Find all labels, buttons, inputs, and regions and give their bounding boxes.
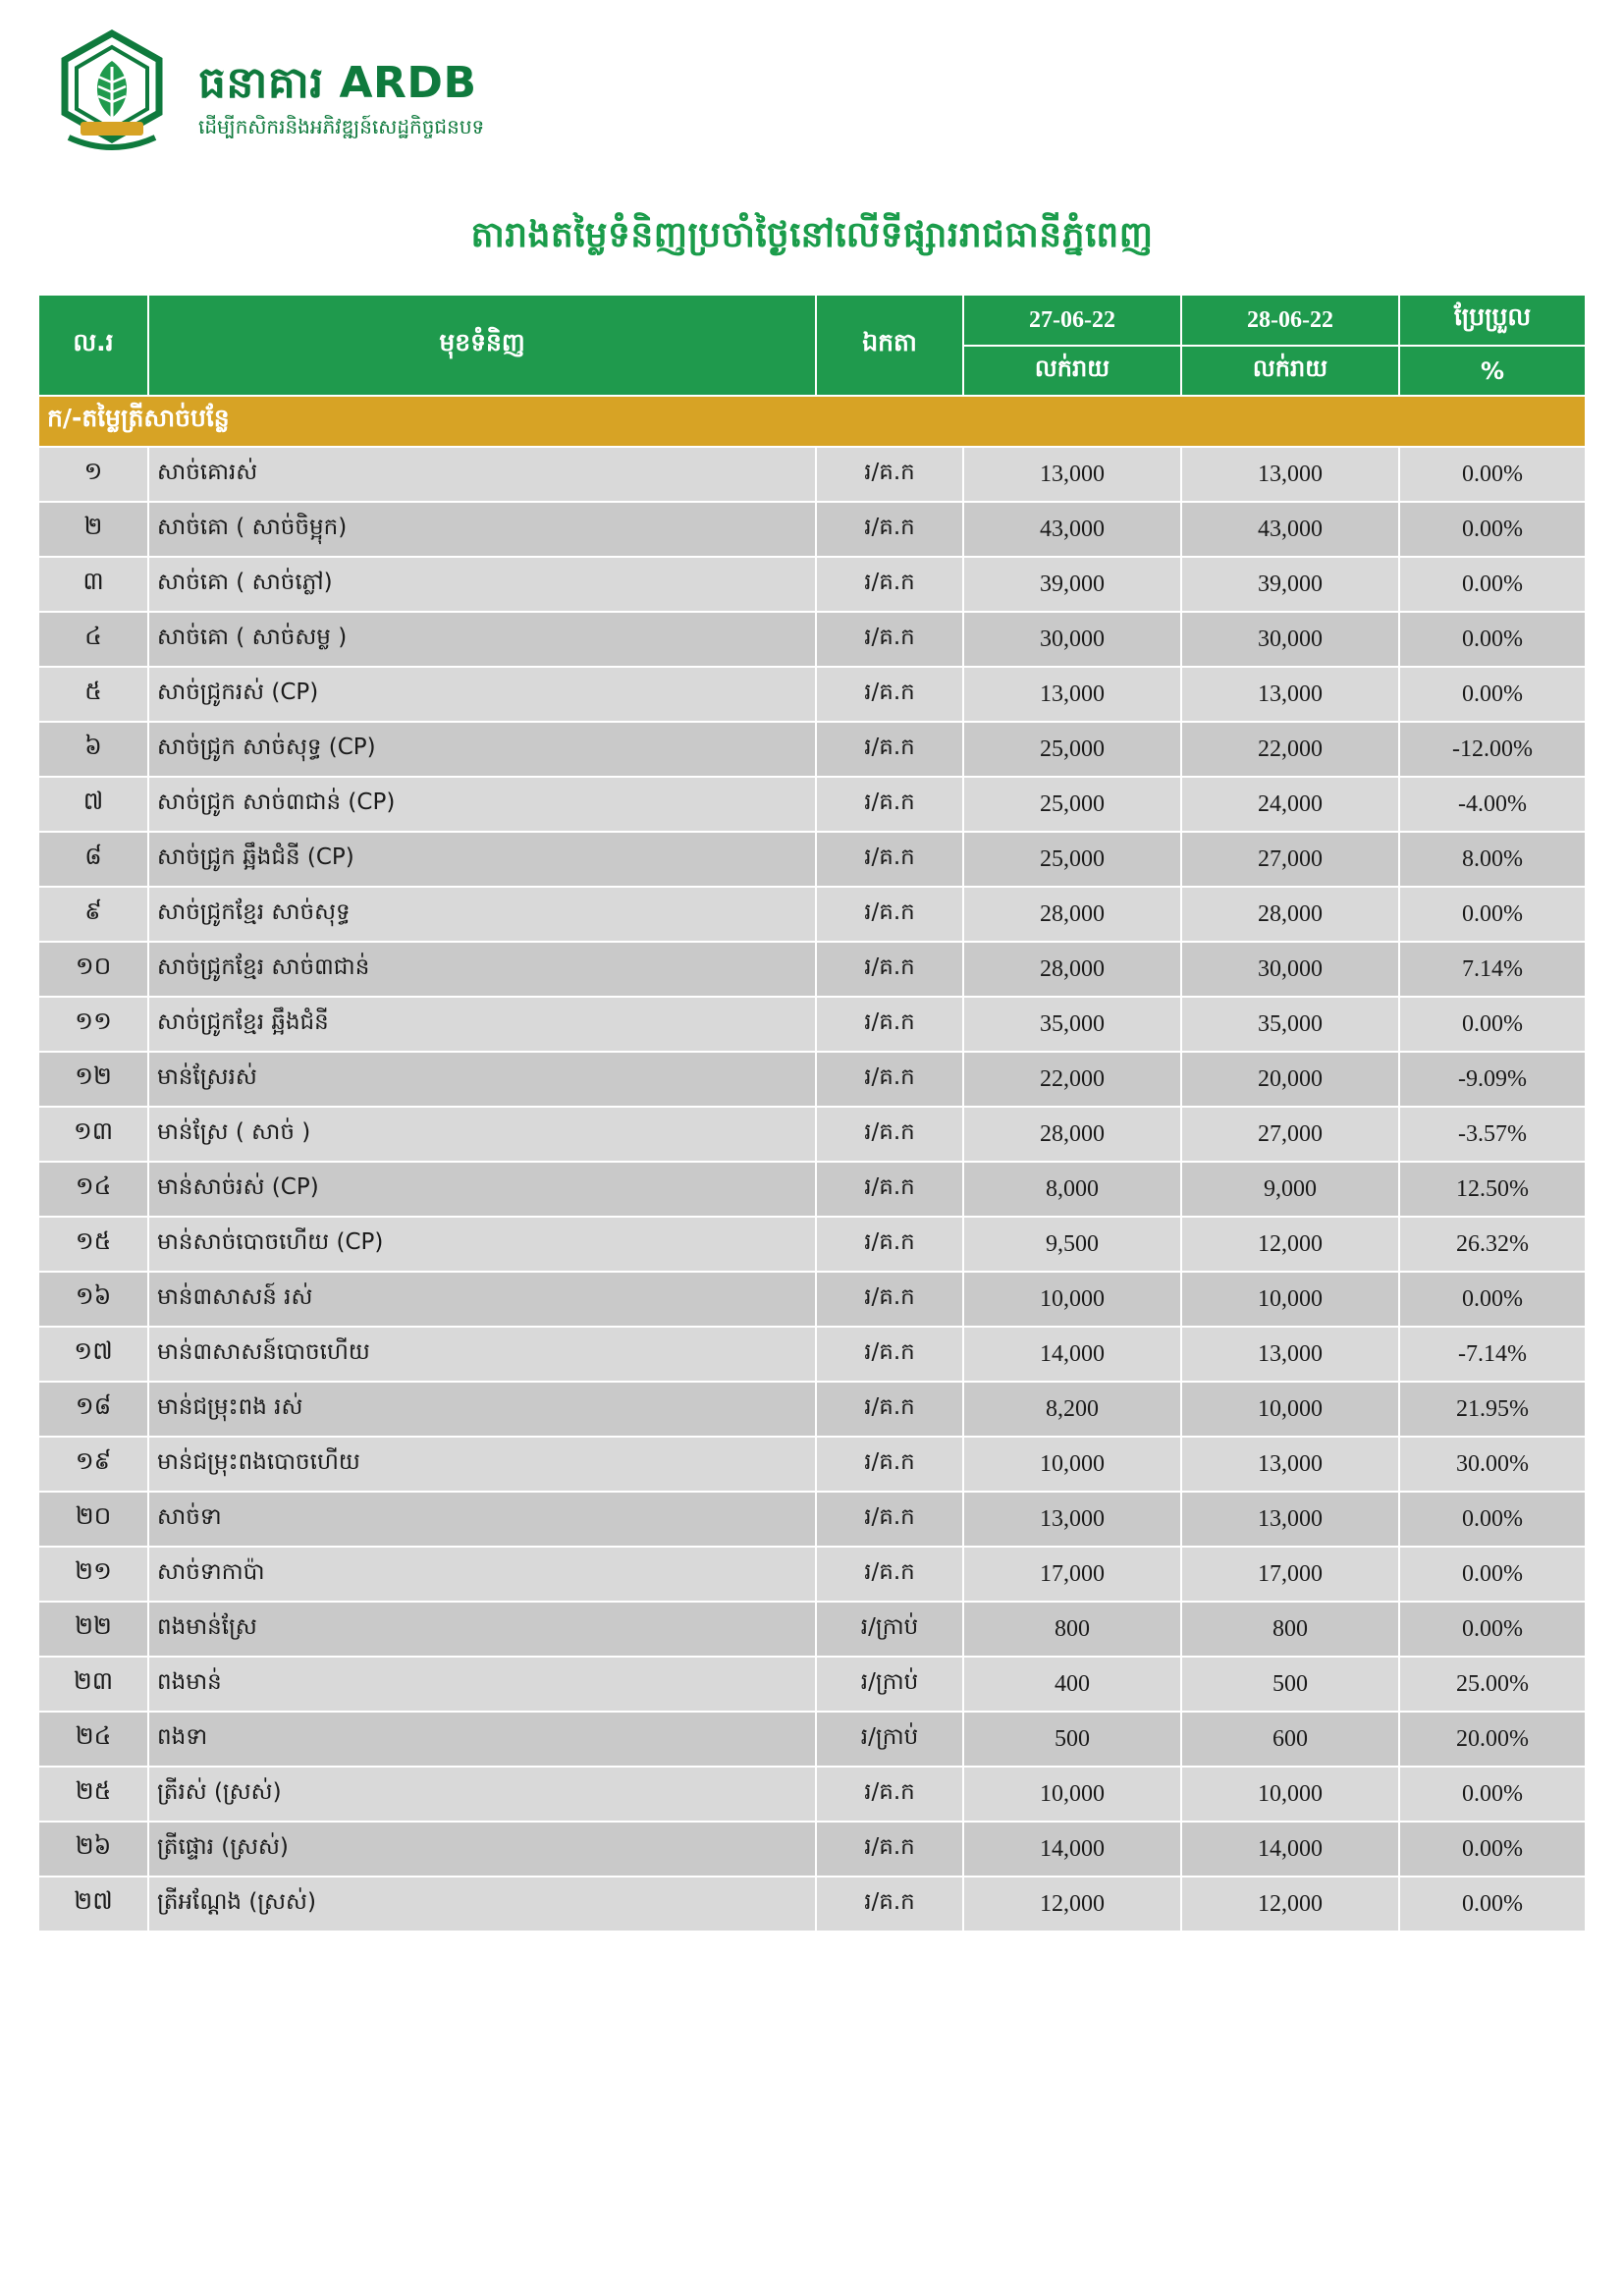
- row-price-date2: 13,000: [1181, 1437, 1399, 1492]
- row-price-date2: 39,000: [1181, 557, 1399, 612]
- row-unit: រ/គ.ក: [816, 832, 963, 887]
- table-header: [38, 295, 1586, 396]
- row-item-name: សាច់គោ ( សាច់ចិម្អុក): [148, 502, 816, 557]
- col-header-item: មុខទំនិញ: [148, 295, 816, 396]
- row-change-percent: 0.00%: [1399, 1767, 1586, 1822]
- row-price-date1: 10,000: [963, 1437, 1181, 1492]
- row-item-name: ត្រីអណ្តែង (ស្រស់): [148, 1877, 816, 1932]
- row-price-date1: 25,000: [963, 722, 1181, 777]
- row-item-name: ត្រីផ្ទោរ (ស្រស់): [148, 1822, 816, 1877]
- col-header-change: ប្រែប្រួល: [1399, 295, 1586, 346]
- row-unit: រ/គ.ក: [816, 777, 963, 832]
- bank-name: ធនាគារ ARDB: [198, 57, 477, 108]
- row-price-date2: 22,000: [1181, 722, 1399, 777]
- row-item-name: សាច់ជ្រូកខ្មែរ ឆ្អឹងជំនី: [148, 997, 816, 1052]
- row-price-date1: 8,200: [963, 1382, 1181, 1437]
- row-change-percent: -4.00%: [1399, 777, 1586, 832]
- row-price-date1: 400: [963, 1657, 1181, 1712]
- row-change-percent: 0.00%: [1399, 887, 1586, 942]
- row-price-date1: 10,000: [963, 1272, 1181, 1327]
- row-price-date2: 13,000: [1181, 667, 1399, 722]
- table-row: [38, 1822, 1586, 1877]
- row-item-name: មាន់ជម្រុះពង រស់: [148, 1382, 816, 1437]
- row-item-name: ពងមាន់ស្រែ: [148, 1602, 816, 1657]
- row-item-name: មាន់ស្រែរស់: [148, 1052, 816, 1107]
- row-unit: រ/គ.ក: [816, 1492, 963, 1547]
- section-header-label: ក/-តម្លៃត្រីសាច់បន្លែ: [38, 396, 1586, 447]
- row-change-percent: 25.00%: [1399, 1657, 1586, 1712]
- row-item-name: សាច់ជ្រូកខ្មែរ សាច់៣ជាន់: [148, 942, 816, 997]
- row-change-percent: -9.09%: [1399, 1052, 1586, 1107]
- row-number: ៤: [38, 612, 148, 667]
- row-price-date2: 12,000: [1181, 1877, 1399, 1932]
- row-price-date1: 25,000: [963, 777, 1181, 832]
- row-item-name: សាច់គោរស់: [148, 447, 816, 502]
- row-number: ១២: [38, 1052, 148, 1107]
- table-row: [38, 887, 1586, 942]
- row-price-date2: 500: [1181, 1657, 1399, 1712]
- row-unit: រ/គ.ក: [816, 1162, 963, 1217]
- row-price-date1: 500: [963, 1712, 1181, 1767]
- row-change-percent: 8.00%: [1399, 832, 1586, 887]
- row-change-percent: -3.57%: [1399, 1107, 1586, 1162]
- table-row: [38, 1602, 1586, 1657]
- row-change-percent: 0.00%: [1399, 667, 1586, 722]
- row-change-percent: 0.00%: [1399, 447, 1586, 502]
- row-price-date1: 14,000: [963, 1822, 1181, 1877]
- row-item-name: សាច់គោ ( សាច់សម្ល ): [148, 612, 816, 667]
- row-change-percent: 0.00%: [1399, 997, 1586, 1052]
- row-price-date1: 43,000: [963, 502, 1181, 557]
- col-header-date2: 28-06-22: [1181, 295, 1399, 346]
- row-unit: រ/គ.ក: [816, 1052, 963, 1107]
- table-row: [38, 1272, 1586, 1327]
- row-price-date2: 13,000: [1181, 1327, 1399, 1382]
- row-price-date1: 13,000: [963, 667, 1181, 722]
- table-row: [38, 557, 1586, 612]
- document-header: [0, 0, 1624, 165]
- row-item-name: សាច់ជ្រូកខ្មែរ សាច់សុទ្ធ: [148, 887, 816, 942]
- table-row: [38, 447, 1586, 502]
- bank-branding: [198, 54, 484, 138]
- row-unit: រ/ក្រាប់: [816, 1602, 963, 1657]
- row-unit: រ/គ.ក: [816, 1547, 963, 1602]
- row-unit: រ/គ.ក: [816, 1767, 963, 1822]
- table-row: [38, 1657, 1586, 1712]
- row-item-name: មាន់៣សាសន៍ រស់: [148, 1272, 816, 1327]
- row-price-date2: 10,000: [1181, 1767, 1399, 1822]
- row-unit: រ/គ.ក: [816, 997, 963, 1052]
- row-number: ៣: [38, 557, 148, 612]
- row-number: ១១: [38, 997, 148, 1052]
- row-number: ៨: [38, 832, 148, 887]
- row-number: ២១: [38, 1547, 148, 1602]
- table-row: [38, 1712, 1586, 1767]
- row-price-date1: 28,000: [963, 1107, 1181, 1162]
- row-price-date2: 43,000: [1181, 502, 1399, 557]
- table-row: [38, 1382, 1586, 1437]
- row-number: ២: [38, 502, 148, 557]
- bank-slogan: ដើម្បីកសិករនិងអភិវឌ្ឍន៍សេដ្ឋកិច្ចជនបទ: [198, 115, 485, 139]
- col-header-unit: ឯកតា: [816, 295, 963, 396]
- row-unit: រ/គ.ក: [816, 942, 963, 997]
- table-row: [38, 777, 1586, 832]
- row-number: ១៣: [38, 1107, 148, 1162]
- table-row: [38, 1492, 1586, 1547]
- row-price-date2: 10,000: [1181, 1272, 1399, 1327]
- row-item-name: សាច់ជ្រូករស់ (CP): [148, 667, 816, 722]
- row-unit: រ/គ.ក: [816, 667, 963, 722]
- table-row: [38, 612, 1586, 667]
- row-item-name: មាន់៣សាសន៍បោចហើយ: [148, 1327, 816, 1382]
- table-row: [38, 1107, 1586, 1162]
- row-item-name: សាច់ជ្រូក ឆ្អឹងជំនី (CP): [148, 832, 816, 887]
- row-item-name: មាន់សាច់រស់ (CP): [148, 1162, 816, 1217]
- row-change-percent: 0.00%: [1399, 1822, 1586, 1877]
- row-change-percent: 0.00%: [1399, 557, 1586, 612]
- row-unit: រ/គ.ក: [816, 1437, 963, 1492]
- row-unit: រ/គ.ក: [816, 502, 963, 557]
- row-unit: រ/គ.ក: [816, 1217, 963, 1272]
- row-price-date1: 9,500: [963, 1217, 1181, 1272]
- table-row: [38, 1767, 1586, 1822]
- row-change-percent: 12.50%: [1399, 1162, 1586, 1217]
- row-unit: រ/គ.ក: [816, 1272, 963, 1327]
- price-table: [37, 294, 1587, 1932]
- table-row: [38, 832, 1586, 887]
- price-table-container: [0, 294, 1624, 1972]
- table-row: [38, 722, 1586, 777]
- row-unit: រ/គ.ក: [816, 1107, 963, 1162]
- table-row: [38, 942, 1586, 997]
- row-price-date2: 30,000: [1181, 612, 1399, 667]
- row-change-percent: 0.00%: [1399, 1272, 1586, 1327]
- row-item-name: សាច់ទាកាប៉ា: [148, 1547, 816, 1602]
- row-change-percent: 30.00%: [1399, 1437, 1586, 1492]
- row-number: ១៩: [38, 1437, 148, 1492]
- row-price-date1: 800: [963, 1602, 1181, 1657]
- row-item-name: សាច់ទា: [148, 1492, 816, 1547]
- row-number: ៩: [38, 887, 148, 942]
- row-number: ១០: [38, 942, 148, 997]
- table-row: [38, 667, 1586, 722]
- row-price-date2: 9,000: [1181, 1162, 1399, 1217]
- row-number: ១: [38, 447, 148, 502]
- row-unit: រ/គ.ក: [816, 557, 963, 612]
- row-item-name: មាន់ស្រែ ( សាច់ ): [148, 1107, 816, 1162]
- row-price-date2: 13,000: [1181, 447, 1399, 502]
- table-row: [38, 997, 1586, 1052]
- ardb-leaf-logo-icon: [43, 27, 181, 165]
- row-price-date2: 17,000: [1181, 1547, 1399, 1602]
- row-number: ២៤: [38, 1712, 148, 1767]
- col-header-date1: 27-06-22: [963, 295, 1181, 346]
- section-header-row: [38, 396, 1586, 447]
- table-row: [38, 1162, 1586, 1217]
- row-price-date2: 14,000: [1181, 1822, 1399, 1877]
- row-number: ២០: [38, 1492, 148, 1547]
- row-price-date1: 14,000: [963, 1327, 1181, 1382]
- row-price-date1: 12,000: [963, 1877, 1181, 1932]
- row-change-percent: 0.00%: [1399, 502, 1586, 557]
- row-price-date2: 800: [1181, 1602, 1399, 1657]
- row-price-date1: 22,000: [963, 1052, 1181, 1107]
- table-row: [38, 1547, 1586, 1602]
- row-number: ១៧: [38, 1327, 148, 1382]
- row-unit: រ/គ.ក: [816, 722, 963, 777]
- row-price-date1: 13,000: [963, 447, 1181, 502]
- row-unit: រ/គ.ក: [816, 1327, 963, 1382]
- row-price-date1: 8,000: [963, 1162, 1181, 1217]
- row-number: ៧: [38, 777, 148, 832]
- row-unit: រ/ក្រាប់: [816, 1712, 963, 1767]
- row-change-percent: 0.00%: [1399, 1492, 1586, 1547]
- row-price-date2: 27,000: [1181, 832, 1399, 887]
- row-price-date2: 30,000: [1181, 942, 1399, 997]
- row-price-date2: 10,000: [1181, 1382, 1399, 1437]
- row-item-name: មាន់ជម្រុះពងបោចហើយ: [148, 1437, 816, 1492]
- row-number: ២៦: [38, 1822, 148, 1877]
- row-item-name: ត្រីរស់ (ស្រស់): [148, 1767, 816, 1822]
- row-number: ២២: [38, 1602, 148, 1657]
- row-number: ១៦: [38, 1272, 148, 1327]
- row-number: ១៤: [38, 1162, 148, 1217]
- row-price-date2: 28,000: [1181, 887, 1399, 942]
- row-unit: រ/គ.ក: [816, 887, 963, 942]
- row-change-percent: 0.00%: [1399, 612, 1586, 667]
- row-number: ២៥: [38, 1767, 148, 1822]
- row-price-date2: 24,000: [1181, 777, 1399, 832]
- row-unit: រ/ក្រាប់: [816, 1657, 963, 1712]
- row-change-percent: 0.00%: [1399, 1602, 1586, 1657]
- row-price-date2: 27,000: [1181, 1107, 1399, 1162]
- row-price-date1: 28,000: [963, 942, 1181, 997]
- row-price-date2: 35,000: [1181, 997, 1399, 1052]
- col-subheader-retail1: លក់រាយ: [963, 346, 1181, 396]
- row-unit: រ/គ.ក: [816, 1382, 963, 1437]
- table-row: [38, 502, 1586, 557]
- row-change-percent: 0.00%: [1399, 1877, 1586, 1932]
- row-price-date1: 25,000: [963, 832, 1181, 887]
- row-change-percent: 20.00%: [1399, 1712, 1586, 1767]
- row-change-percent: 7.14%: [1399, 942, 1586, 997]
- row-change-percent: 26.32%: [1399, 1217, 1586, 1272]
- row-item-name: សាច់ជ្រូក សាច់៣ជាន់ (CP): [148, 777, 816, 832]
- row-change-percent: 21.95%: [1399, 1382, 1586, 1437]
- row-unit: រ/គ.ក: [816, 1877, 963, 1932]
- row-unit: រ/គ.ក: [816, 447, 963, 502]
- row-price-date2: 12,000: [1181, 1217, 1399, 1272]
- col-subheader-percent: %: [1399, 346, 1586, 396]
- table-row: [38, 1217, 1586, 1272]
- row-number: ៦: [38, 722, 148, 777]
- row-number: ៥: [38, 667, 148, 722]
- table-row: [38, 1052, 1586, 1107]
- row-price-date1: 30,000: [963, 612, 1181, 667]
- col-subheader-retail2: លក់រាយ: [1181, 346, 1399, 396]
- row-number: ១៥: [38, 1217, 148, 1272]
- row-item-name: សាច់គោ ( សាច់ភ្លៅ): [148, 557, 816, 612]
- row-number: ២៣: [38, 1657, 148, 1712]
- row-price-date2: 13,000: [1181, 1492, 1399, 1547]
- table-body: [38, 396, 1586, 1932]
- row-price-date1: 13,000: [963, 1492, 1181, 1547]
- row-price-date1: 10,000: [963, 1767, 1181, 1822]
- row-price-date1: 17,000: [963, 1547, 1181, 1602]
- row-price-date2: 20,000: [1181, 1052, 1399, 1107]
- row-item-name: សាច់ជ្រូក សាច់សុទ្ធ (CP): [148, 722, 816, 777]
- row-price-date2: 600: [1181, 1712, 1399, 1767]
- table-row: [38, 1877, 1586, 1932]
- row-price-date1: 35,000: [963, 997, 1181, 1052]
- row-change-percent: -7.14%: [1399, 1327, 1586, 1382]
- table-row: [38, 1327, 1586, 1382]
- row-item-name: មាន់សាច់បោចហើយ (CP): [148, 1217, 816, 1272]
- col-header-no: ល.រ: [38, 295, 148, 396]
- row-price-date1: 28,000: [963, 887, 1181, 942]
- row-unit: រ/គ.ក: [816, 1822, 963, 1877]
- row-unit: រ/គ.ក: [816, 612, 963, 667]
- row-number: ១៨: [38, 1382, 148, 1437]
- row-item-name: ពងទា: [148, 1712, 816, 1767]
- row-number: ២៧: [38, 1877, 148, 1932]
- row-item-name: ពងមាន់: [148, 1657, 816, 1712]
- table-row: [38, 1437, 1586, 1492]
- page-title: តារាងតម្លៃទំនិញប្រចាំថ្ងៃនៅលើទីផ្សាររាជធានីភ្នំពេញ: [470, 215, 1154, 255]
- row-change-percent: 0.00%: [1399, 1547, 1586, 1602]
- row-price-date1: 39,000: [963, 557, 1181, 612]
- row-change-percent: -12.00%: [1399, 722, 1586, 777]
